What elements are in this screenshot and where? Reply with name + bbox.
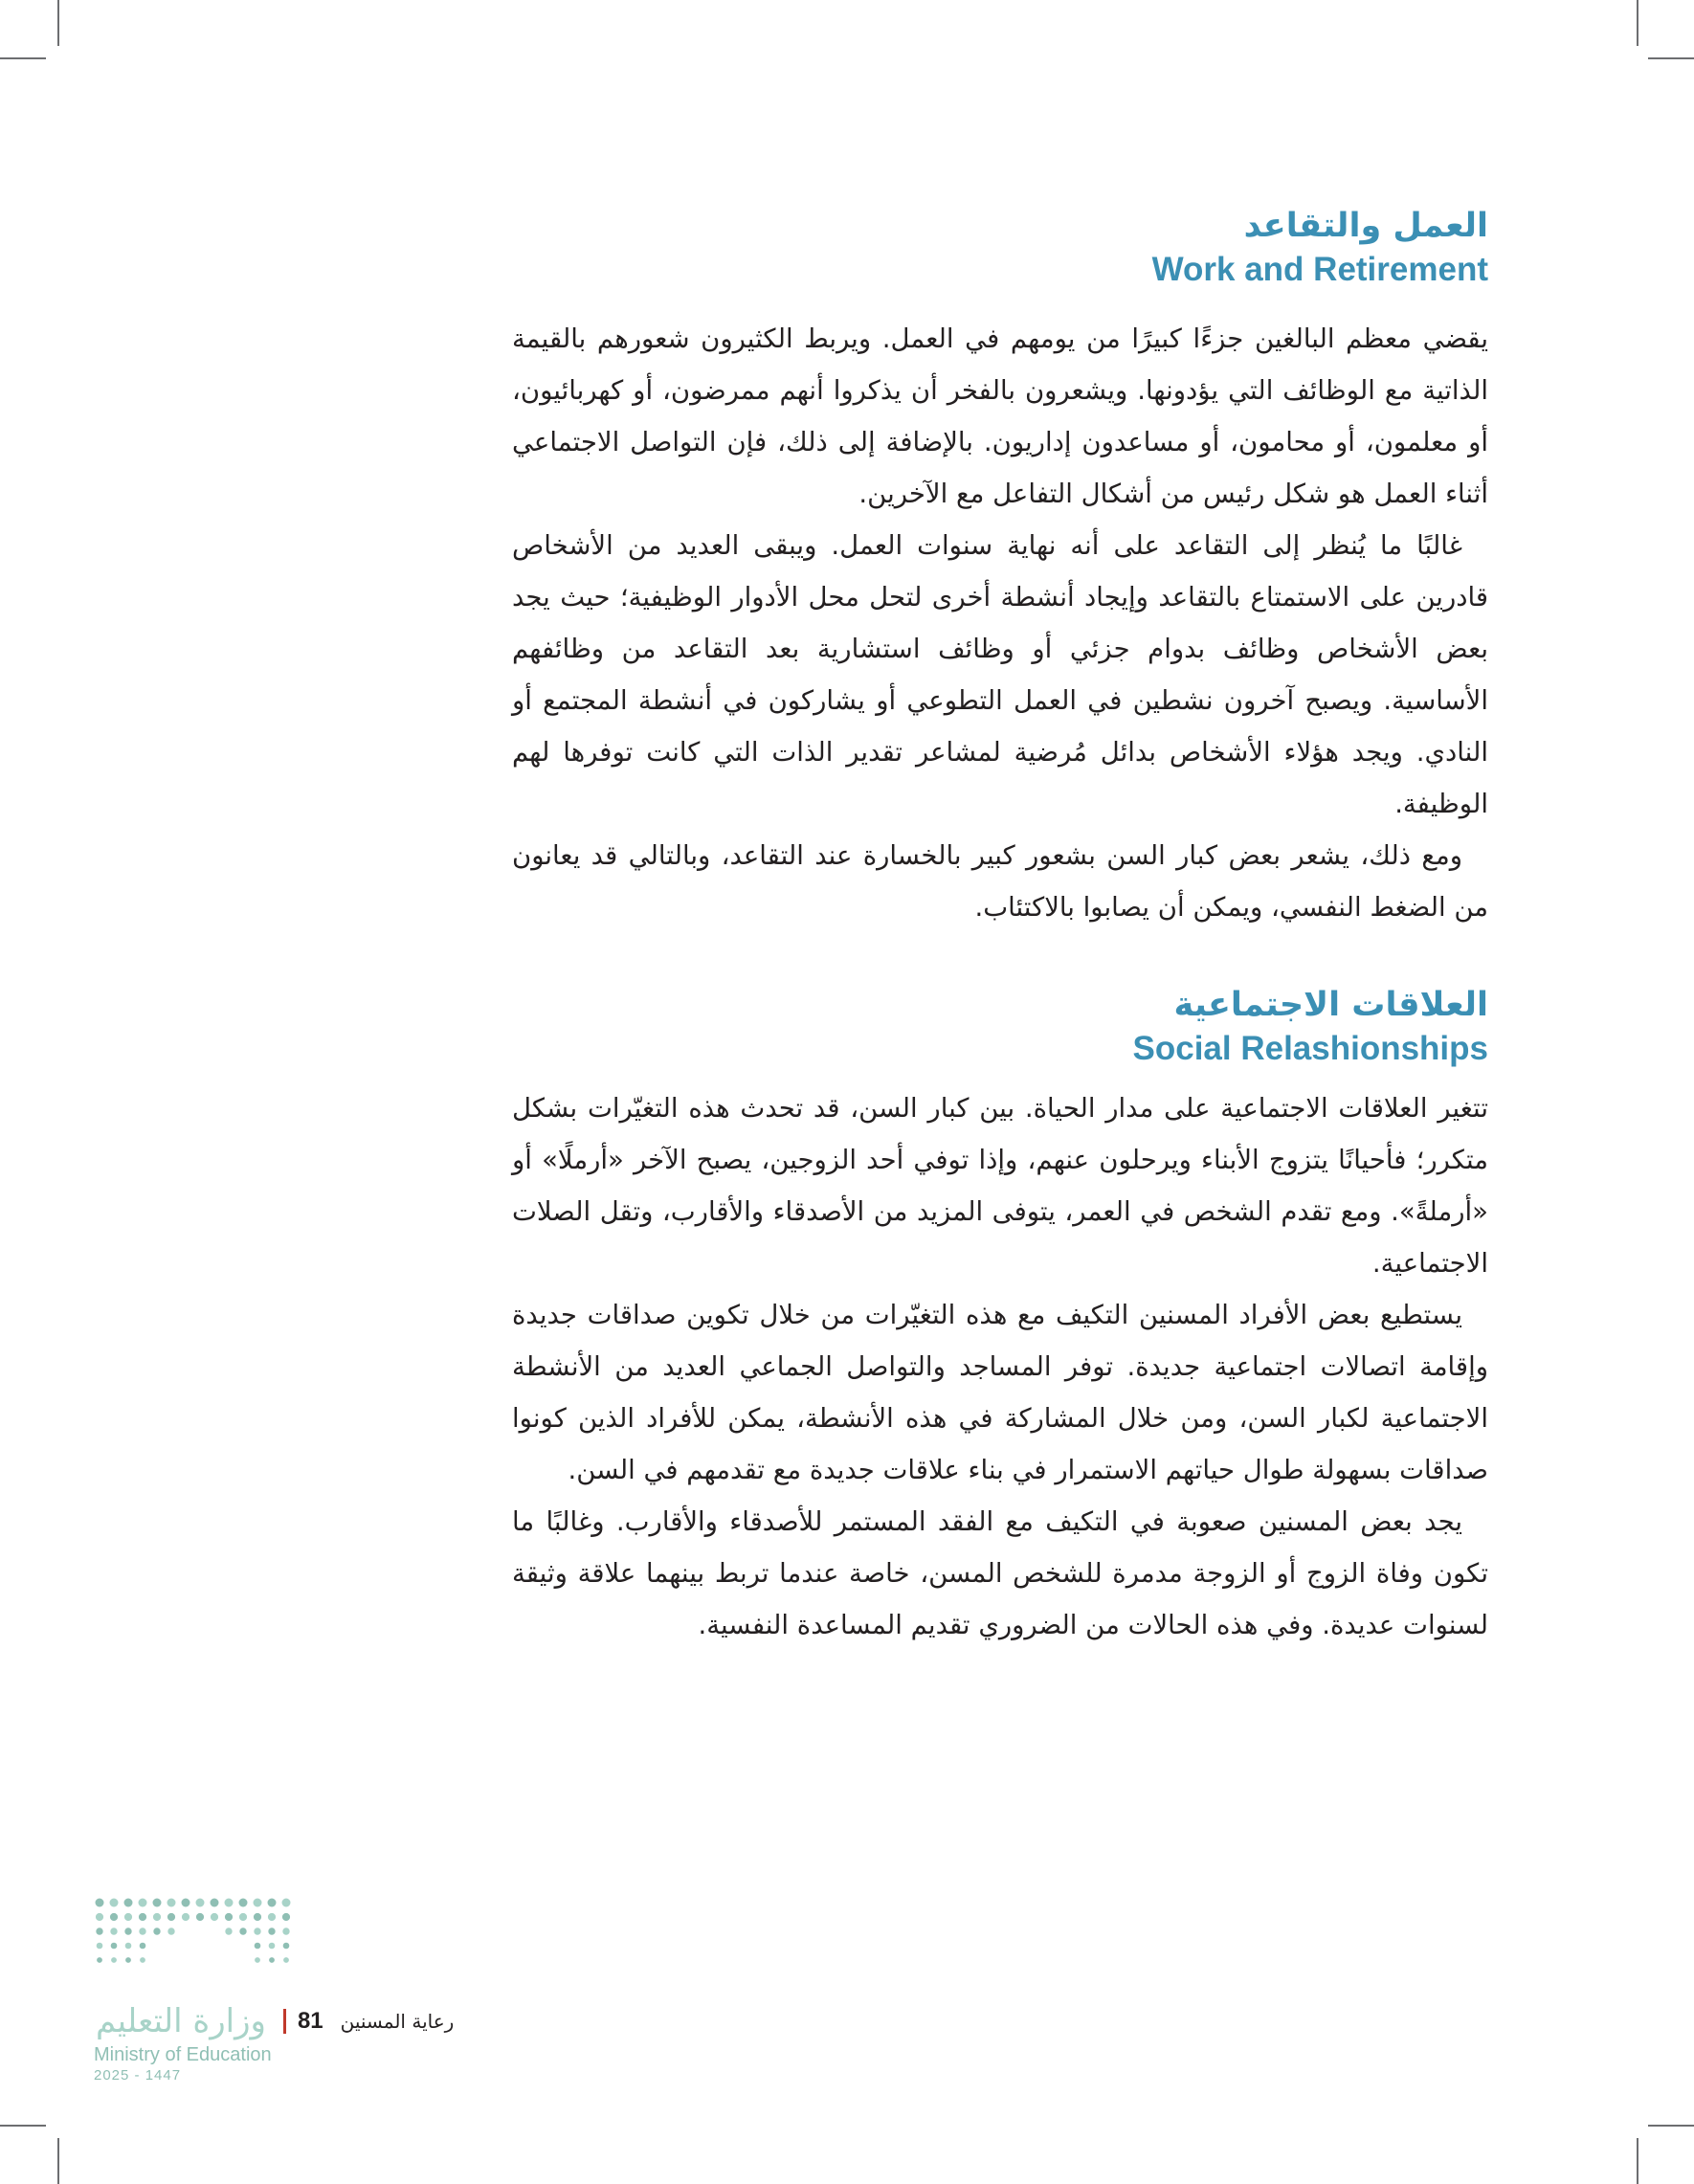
logo-dot [254, 1899, 262, 1907]
logo-dot [124, 1913, 132, 1921]
section-social-relationships [512, 983, 1488, 1651]
page-number: 81 [297, 2008, 323, 2034]
crop-mark-top-right-h [1648, 57, 1694, 59]
paragraph: يقضي معظم البالغين جزءًا كبيرًا من يومهم في العمل. ويربط الكثيرون شعورهم بالقيمة الذاتية مع الوظائف التي يؤدونها. ويشعرون بالفخر أن يذكروا أنهم ممرضون، أو كهربائيون، أو معلمون، أو محامون، أو مساعدون إداريون. بالإضافة إلى ذلك، فإن التواصل الاجتماعي أثناء العمل هو شكل رئيس من أشكال التفاعل مع الآخرين. [512, 323, 1488, 509]
crop-mark-top-left-h [0, 57, 46, 59]
logo-dot [96, 1899, 104, 1907]
logo-dot [124, 1899, 133, 1907]
logo-dot [255, 1957, 260, 1963]
logo-dot [239, 1913, 247, 1921]
section-heading-arabic: العمل والتقاعد [1243, 207, 1488, 245]
logo-dot [153, 1913, 161, 1921]
section-heading-english: Work and Retirement [1151, 251, 1488, 288]
logo-dot [167, 1928, 174, 1934]
crop-mark-bottom-left [57, 2138, 59, 2184]
logo-dot [239, 1899, 248, 1907]
logo-dot [124, 1928, 131, 1934]
footer-line [96, 2002, 454, 2040]
paragraph: ومع ذلك، يشعر بعض كبار السن بشعور كبير بالخسارة عند التقاعد، وبالتالي قد يعانون من الضغط النفسي، ويمكن أن يصابوا بالاكتئاب. [512, 840, 1488, 923]
logo-dot [96, 1913, 103, 1921]
logo-dot [268, 1928, 275, 1934]
logo-dot [283, 1943, 290, 1950]
logo-dot [269, 1957, 275, 1963]
logo-dot [140, 1957, 145, 1963]
logo-dot [269, 1943, 276, 1950]
page-separator [283, 2009, 286, 2034]
crop-mark-bottom-right-h [1648, 2125, 1694, 2127]
logo-dot [196, 1899, 205, 1907]
edition-year: 2025 - 1447 [94, 2067, 182, 2084]
logo-dot [254, 1913, 261, 1921]
logo-dot [111, 1957, 117, 1963]
crop-mark-top-left [57, 0, 59, 46]
logo-dot [283, 1957, 289, 1963]
logo-dot [153, 1899, 162, 1907]
paragraph: يجد بعض المسنين صعوبة في التكيف مع الفقد المستمر للأصدقاء والأقارب. وغالبًا ما تكون وفاة الزوج أو الزوجة مدمرة للشخص المسن، خاصة عندما تربط بينهما علاقة وثيقة لسنوات عديدة. وفي هذه الحالات من الضروري تقديم المساعدة النفسية. [512, 1506, 1488, 1640]
section-heading-arabic: العلاقات الاجتماعية [1173, 986, 1488, 1024]
logo-dot [96, 1928, 102, 1934]
logo-dot [139, 1899, 147, 1907]
logo-dot [125, 1943, 132, 1950]
page-footer [0, 1895, 479, 2084]
ministry-name-english: Ministry of Education [94, 2044, 272, 2065]
paragraph: تتغير العلاقات الاجتماعية على مدار الحياة. بين كبار السن، قد تحدث هذه التغيّرات بشكل متكرر؛ فأحيانًا يتزوج الأبناء ويرحلون عنهم، وإذا توفي أحد الزوجين، يصبح الآخر «أرملًا» أو «أرملةً». ومع تقدم الشخص في العمر، يتوفى المزيد من الأصدقاء والأقارب، وتقل الصلات الاجتماعية. [512, 1093, 1488, 1279]
crop-mark-bottom-left-h [0, 2125, 46, 2127]
logo-dot [153, 1928, 160, 1934]
logo-dot [239, 1928, 246, 1934]
logo-dot [110, 1928, 117, 1934]
ministry-logo-arabic: وزارة التعليم [96, 2002, 266, 2040]
logo-dot [140, 1943, 146, 1950]
logo-dot [111, 1943, 118, 1950]
logo-dot [268, 1899, 277, 1907]
logo-dot [139, 1928, 145, 1934]
logo-dot [182, 1913, 189, 1921]
crop-mark-top-right [1637, 0, 1638, 46]
logo-dot [225, 1913, 233, 1921]
section-work-retirement [512, 204, 1488, 933]
logo-dot [211, 1913, 218, 1921]
ministry-logo-dots-icon [92, 1895, 302, 1981]
logo-dot [125, 1957, 131, 1963]
logo-dot [139, 1913, 146, 1921]
logo-dot [167, 1913, 175, 1921]
logo-dot [282, 1899, 291, 1907]
logo-dot [97, 1943, 103, 1950]
logo-dot [225, 1899, 234, 1907]
section-heading-english: Social Relashionships [1132, 1030, 1488, 1067]
paragraph: غالبًا ما يُنظر إلى التقاعد على أنه نهاية سنوات العمل. ويبقى العديد من الأشخاص قادرين على الاستمتاع بالتقاعد وإيجاد أنشطة أخرى لتحل محل الأدوار الوظيفية؛ حيث يجد بعض الأشخاص وظائف بدوام جزئي أو وظائف استشارية بعد التقاعد من وظائفهم الأساسية. ويصبح آخرون نشطين في العمل التطوعي أو يشاركون في أنشطة المجتمع أو النادي. ويجد هؤلاء الأشخاص بدائل مُرضية لمشاعر تقدير الذات التي كانت توفرها لهم الوظيفة. [512, 530, 1488, 819]
book-title: رعاية المسنين [340, 2010, 455, 2033]
logo-dot [167, 1899, 176, 1907]
logo-dot [211, 1899, 219, 1907]
logo-dot [182, 1899, 190, 1907]
logo-dot [110, 1913, 118, 1921]
logo-dot [196, 1913, 204, 1921]
logo-dot [254, 1928, 260, 1934]
crop-mark-bottom-right [1637, 2138, 1638, 2184]
logo-dot [225, 1928, 232, 1934]
paragraph: يستطيع بعض الأفراد المسنين التكيف مع هذه التغيّرات من خلال تكوين صداقات جديدة وإقامة اتصالات اجتماعية جديدة. توفر المساجد والتواصل الجماعي العديد من الأنشطة الاجتماعية لكبار السن، ومن خلال المشاركة في هذه الأنشطة، يمكن للأفراد الذين كونوا صداقات بسهولة طوال حياتهم الاستمرار في بناء علاقات جديدة مع تقدمهم في السن. [512, 1300, 1488, 1485]
logo-dot [255, 1943, 261, 1950]
logo-dot [268, 1913, 276, 1921]
logo-dot [110, 1899, 119, 1907]
logo-dot [282, 1928, 289, 1934]
logo-dot [282, 1913, 290, 1921]
logo-dot [97, 1957, 102, 1963]
